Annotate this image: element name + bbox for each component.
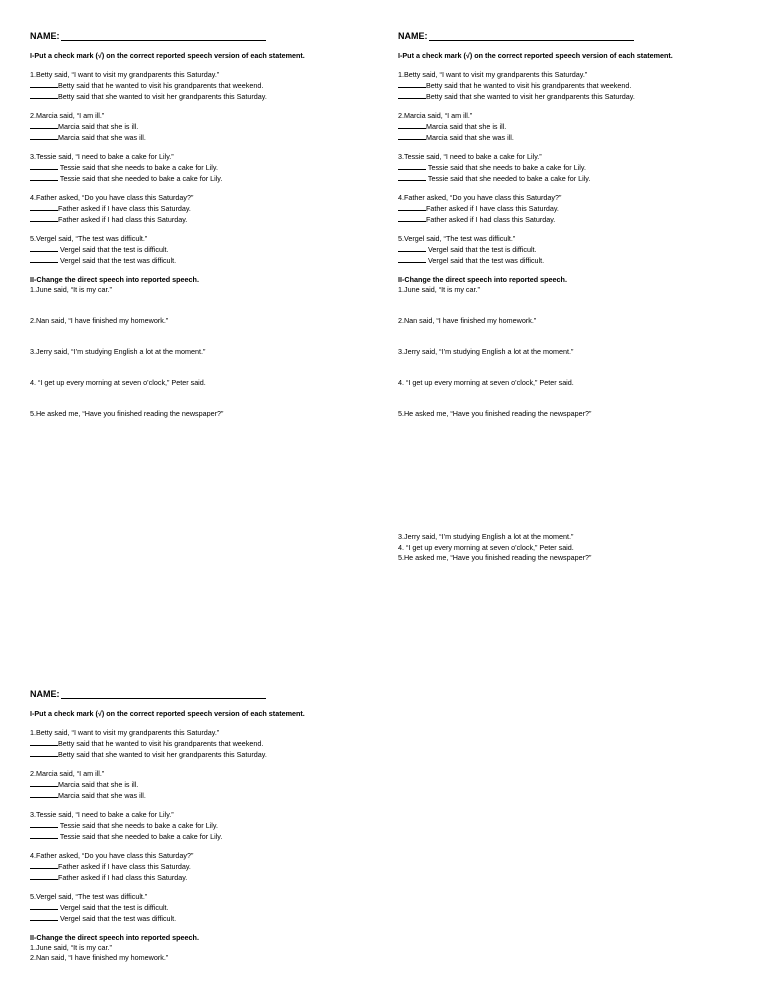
part2-item-4: 4. “I get up every morning at seven o’clock,” Peter said. — [30, 378, 206, 387]
item-3-option-1: Tessie said that she needs to bake a cake for Lily. — [30, 162, 370, 173]
item-2-option-2: Marcia said that she was ill. — [30, 790, 370, 801]
part2-title: II-Change the direct speech into reported speech. — [398, 275, 567, 284]
item-1-option-2: Betty said that she wanted to visit her grandparents this Saturday. — [398, 91, 738, 102]
answer-blank — [30, 121, 58, 129]
answer-blank — [30, 255, 58, 263]
part1-title: I-Put a check mark (√) on the correct reported speech version of each statement. — [30, 51, 305, 60]
name-field: NAME: — [30, 29, 370, 41]
answer-blank — [30, 872, 58, 880]
overflow-item-3: 3.Jerry said, “I’m studying English a lot at the moment.” — [398, 532, 574, 541]
answer-blank — [30, 132, 58, 140]
item-2-option-2: Marcia said that she was ill. — [30, 132, 370, 143]
item-1-option-2: Betty said that she wanted to visit her grandparents this Saturday. — [30, 749, 370, 760]
answer-blank — [30, 913, 58, 921]
item-4-option-2: Father asked if I had class this Saturday. — [30, 214, 370, 225]
part1-title: I-Put a check mark (√) on the correct reported speech version of each statement. — [398, 51, 673, 60]
overflow-item-5: 5.He asked me, “Have you finished reading the newspaper?” — [398, 553, 592, 562]
name-field: NAME: — [398, 29, 738, 41]
item-4-question: 4.Father asked, “Do you have class this Saturday?” — [398, 193, 562, 202]
answer-blank — [398, 91, 426, 99]
name-field: NAME: — [30, 687, 370, 699]
item-2-option-2: Marcia said that she was ill. — [398, 132, 738, 143]
item-5-option-2: Vergel said that the test was difficult. — [30, 913, 370, 924]
answer-blank — [398, 132, 426, 140]
overflow-items — [398, 532, 591, 564]
item-2-question: 2.Marcia said, “I am ill.” — [30, 111, 105, 120]
overflow-item-4: 4. “I get up every morning at seven o’clock,” Peter said. — [398, 542, 574, 552]
worksheet-copy-3 — [30, 687, 370, 963]
name-line — [429, 31, 634, 41]
item-5-option-1: Vergel said that the test is difficult. — [30, 902, 370, 913]
item-5-question: 5.Vergel said, “The test was difficult.” — [30, 234, 148, 243]
answer-blank — [30, 244, 58, 252]
answer-blank — [398, 255, 426, 263]
answer-blank — [30, 831, 58, 839]
answer-blank — [398, 121, 426, 129]
item-4-option-1: Father asked if I have class this Saturday. — [30, 203, 370, 214]
part2-item-1: 1.June said, “It is my car.” — [398, 285, 480, 294]
item-4-option-2: Father asked if I had class this Saturday. — [30, 872, 370, 883]
item-1-option-1: Betty said that he wanted to visit his grandparents that weekend. — [30, 738, 370, 749]
item-3-option-2: Tessie said that she needed to bake a cake for Lily. — [30, 173, 370, 184]
answer-blank — [30, 91, 58, 99]
item-3-question: 3.Tessie said, “I need to bake a cake for Lily.” — [30, 810, 174, 819]
answer-blank — [30, 203, 58, 211]
item-2-option-1: Marcia said that she is ill. — [30, 779, 370, 790]
item-1-question: 1.Betty said, “I want to visit my grandparents this Saturday.” — [30, 728, 220, 737]
part2-item-5: 5.He asked me, “Have you finished reading the newspaper?” — [398, 409, 592, 418]
part2-item-2: 2.Nan said, “I have finished my homework.” — [398, 316, 537, 325]
item-4-option-1: Father asked if I have class this Saturday. — [30, 861, 370, 872]
worksheet-copy-2 — [398, 29, 738, 419]
item-4-question: 4.Father asked, “Do you have class this Saturday?” — [30, 193, 194, 202]
answer-blank — [30, 173, 58, 181]
item-3-question: 3.Tessie said, “I need to bake a cake for Lily.” — [398, 152, 542, 161]
name-line — [61, 689, 266, 699]
part1-title: I-Put a check mark (√) on the correct reported speech version of each statement. — [30, 709, 305, 718]
answer-blank — [398, 162, 426, 170]
item-3-option-1: Tessie said that she needs to bake a cake for Lily. — [398, 162, 738, 173]
item-2-option-1: Marcia said that she is ill. — [30, 121, 370, 132]
item-1-option-2: Betty said that she wanted to visit her grandparents this Saturday. — [30, 91, 370, 102]
answer-blank — [30, 738, 58, 746]
item-2-question: 2.Marcia said, “I am ill.” — [398, 111, 473, 120]
answer-blank — [398, 203, 426, 211]
item-2-option-1: Marcia said that she is ill. — [398, 121, 738, 132]
name-line — [61, 31, 266, 41]
item-5-question: 5.Vergel said, “The test was difficult.” — [398, 234, 516, 243]
answer-blank — [30, 779, 58, 787]
item-4-option-2: Father asked if I had class this Saturday. — [398, 214, 738, 225]
part2-title: II-Change the direct speech into reported speech. — [30, 275, 199, 284]
item-1-question: 1.Betty said, “I want to visit my grandparents this Saturday.” — [30, 70, 220, 79]
item-5-option-1: Vergel said that the test is difficult. — [30, 244, 370, 255]
item-3-option-2: Tessie said that she needed to bake a cake for Lily. — [30, 831, 370, 842]
part2-item-5: 5.He asked me, “Have you finished reading the newspaper?” — [30, 409, 224, 418]
item-5-option-2: Vergel said that the test was difficult. — [30, 255, 370, 266]
part2-item-1: 1.June said, “It is my car.” — [30, 285, 112, 294]
part2-item-3: 3.Jerry said, “I’m studying English a lot at the moment.” — [30, 347, 206, 356]
part2-title: II-Change the direct speech into reported speech. — [30, 933, 199, 942]
answer-blank — [30, 902, 58, 910]
item-1-option-1: Betty said that he wanted to visit his grandparents that weekend. — [30, 80, 370, 91]
answer-blank — [398, 80, 426, 88]
worksheet-copy-1 — [30, 29, 370, 419]
item-1-option-1: Betty said that he wanted to visit his grandparents that weekend. — [398, 80, 738, 91]
item-3-option-2: Tessie said that she needed to bake a cake for Lily. — [398, 173, 738, 184]
answer-blank — [30, 820, 58, 828]
item-1-question: 1.Betty said, “I want to visit my grandparents this Saturday.” — [398, 70, 588, 79]
item-3-option-1: Tessie said that she needs to bake a cake for Lily. — [30, 820, 370, 831]
answer-blank — [398, 214, 426, 222]
item-5-option-1: Vergel said that the test is difficult. — [398, 244, 738, 255]
part2-item-2: 2.Nan said, “I have finished my homework.” — [30, 953, 169, 962]
item-2-question: 2.Marcia said, “I am ill.” — [30, 769, 105, 778]
answer-blank — [30, 80, 58, 88]
part2-item-4: 4. “I get up every morning at seven o’clock,” Peter said. — [398, 378, 574, 387]
item-5-option-2: Vergel said that the test was difficult. — [398, 255, 738, 266]
answer-blank — [30, 861, 58, 869]
answer-blank — [30, 749, 58, 757]
part2-item-2: 2.Nan said, “I have finished my homework.” — [30, 316, 169, 325]
part2-item-1: 1.June said, “It is my car.” — [30, 943, 112, 952]
item-3-question: 3.Tessie said, “I need to bake a cake for Lily.” — [30, 152, 174, 161]
answer-blank — [398, 244, 426, 252]
item-5-question: 5.Vergel said, “The test was difficult.” — [30, 892, 148, 901]
answer-blank — [30, 790, 58, 798]
answer-blank — [30, 162, 58, 170]
answer-blank — [398, 173, 426, 181]
item-4-option-1: Father asked if I have class this Saturday. — [398, 203, 738, 214]
part2-item-3: 3.Jerry said, “I’m studying English a lot at the moment.” — [398, 347, 574, 356]
item-4-question: 4.Father asked, “Do you have class this Saturday?” — [30, 851, 194, 860]
answer-blank — [30, 214, 58, 222]
